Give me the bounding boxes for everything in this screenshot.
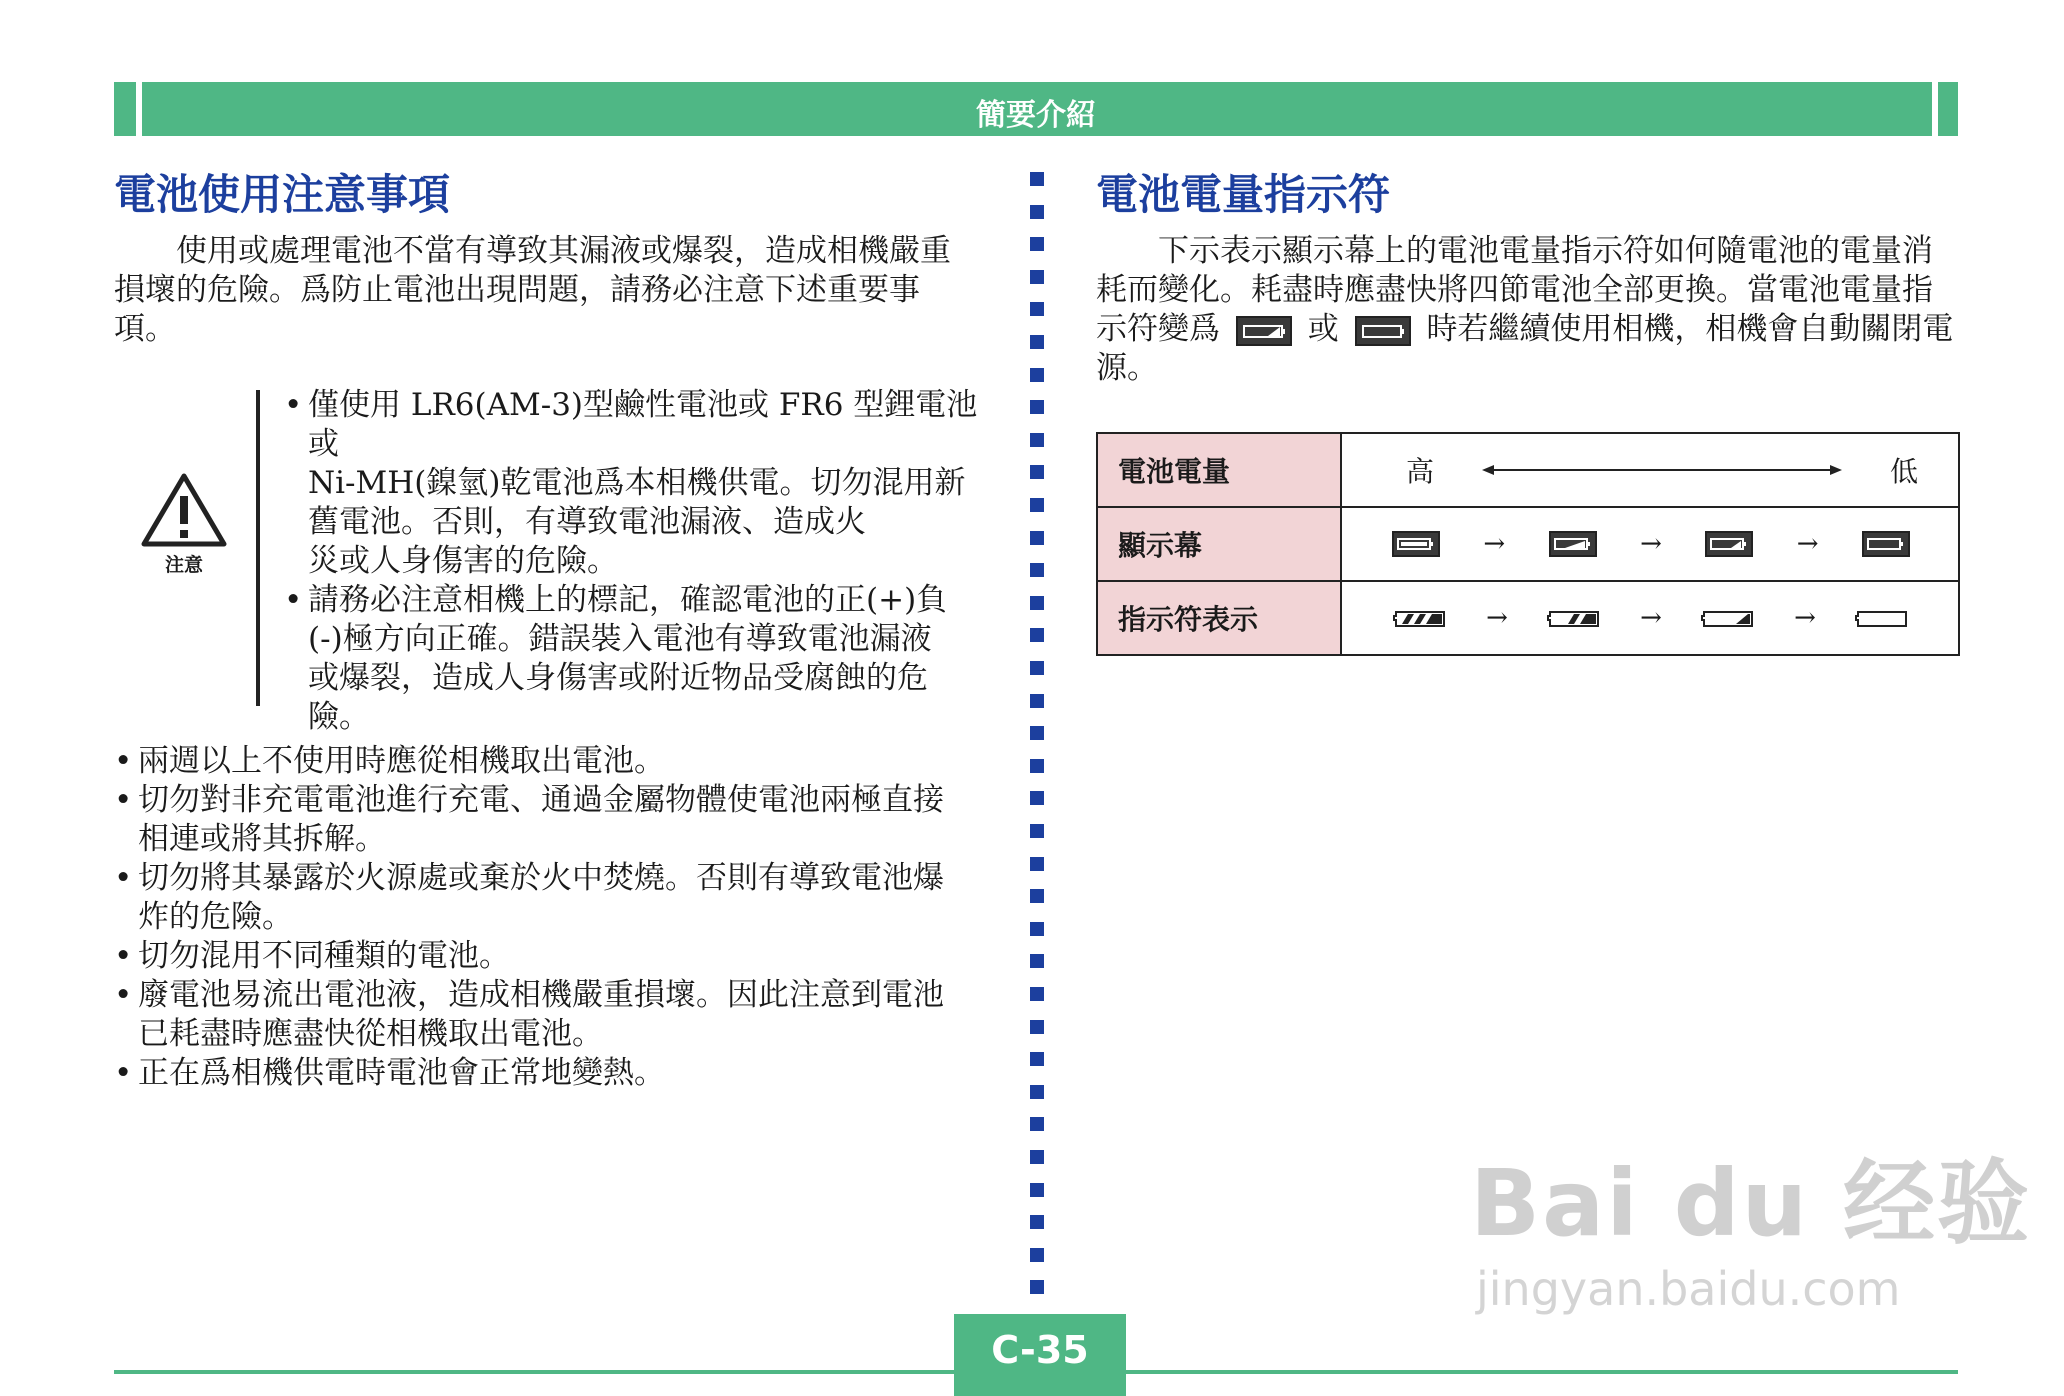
battery-empty-lcd-icon [1355, 316, 1411, 346]
divider-square [1030, 1183, 1044, 1197]
divider-square [1030, 661, 1044, 675]
intro-line: 源。 [1096, 350, 1158, 386]
divider-square [1030, 628, 1044, 642]
caution-item [284, 386, 1004, 581]
divider-square [1030, 465, 1044, 479]
note-item [114, 859, 1004, 937]
divider-square [1030, 237, 1044, 251]
intro-line: 下示表示顯示幕上的電池電量指示符如何隨電池的電量消 [1096, 233, 1933, 269]
right-heading: 電池電量指示符 [1096, 170, 1391, 219]
caution-line: 災或人身傷害的危險。 [308, 543, 618, 579]
battery-empty-lcd-icon [1862, 531, 1910, 557]
table-row [1097, 433, 1959, 507]
bullet: • [114, 743, 133, 779]
note-list [114, 742, 1004, 1093]
divider-square [1030, 400, 1044, 414]
divider-square [1030, 1117, 1044, 1131]
divider-square [1030, 368, 1044, 382]
battery-low-lcd-icon [1705, 531, 1753, 557]
table-row [1097, 581, 1959, 655]
caution-label: 注意 [164, 554, 203, 576]
divider-square [1030, 1215, 1044, 1229]
bullet: • [284, 582, 303, 618]
note-line: 兩週以上不使用時應從相機取出電池。 [138, 743, 665, 779]
divider-square [1030, 726, 1044, 740]
battery-low-lcd-icon [1236, 316, 1292, 346]
divider-square [1030, 1085, 1044, 1099]
divider-square [1030, 987, 1044, 1001]
divider-square [1030, 694, 1044, 708]
note-item [114, 742, 1004, 781]
caution-rule [256, 390, 260, 706]
caution-line: (-)極方向正確。錯誤裝入電池有導致電池漏液 [308, 621, 932, 657]
intro-line: 項。 [114, 311, 176, 347]
caution-line: 僅使用 LR6(AM-3)型鹼性電池或 FR6 型鋰電池或 [308, 387, 978, 462]
arrow-icon: → [1640, 529, 1662, 559]
divider-square [1030, 954, 1044, 968]
note-line: 廢電池易流出電池液，造成相機嚴重損壞。因此注意到電池 [138, 977, 944, 1013]
bullet: • [114, 1055, 133, 1091]
divider-square [1030, 889, 1044, 903]
page-number: C-35 [954, 1314, 1126, 1396]
level-cell [1341, 433, 1959, 507]
bullet: • [114, 860, 133, 896]
note-line: 切勿對非充電電池進行充電、通過金屬物體使電池兩極直接 [138, 782, 944, 818]
row-label-indicator: 指示符表示 [1097, 581, 1341, 655]
bullet: • [114, 938, 133, 974]
indicator-cell [1341, 581, 1959, 655]
intro-line: 耗而變化。耗盡時應盡快將四節電池全部更換。當電池電量指 [1096, 272, 1933, 308]
intro-text: 或 [1307, 311, 1339, 347]
intro-line: 使用或處理電池不當有導致其漏液或爆裂，造成相機嚴重 [114, 233, 951, 269]
watermark-brand: Bai du 经验 [1470, 1150, 2032, 1257]
arrow-icon: → [1486, 603, 1508, 633]
divider-square [1030, 759, 1044, 773]
header-bar [114, 82, 1958, 136]
note-line: 已耗盡時應盡快從相機取出電池。 [138, 1016, 603, 1052]
note-line: 切勿將其暴露於火源處或棄於火中焚燒。否則有導致電池爆 [138, 860, 944, 896]
battery-medium-lcd-icon [1549, 531, 1597, 557]
caution-line: 請務必注意相機上的標記，確認電池的正(+)負 [308, 582, 948, 618]
divider-square [1030, 1020, 1044, 1034]
table-row [1097, 507, 1959, 581]
indicator-full-icon [1392, 606, 1448, 630]
arrow-icon: → [1794, 603, 1816, 633]
note-line: 相連或將其拆解。 [138, 821, 386, 857]
divider-square [1030, 1150, 1044, 1164]
divider-square [1030, 335, 1044, 349]
caution-line: 或爆裂，造成人身傷害或附近物品受腐蝕的危 [308, 660, 928, 696]
double-arrow-icon [1482, 460, 1842, 480]
intro-line: 損壞的危險。爲防止電池出現問題，請務必注意下述重要事 [114, 272, 920, 308]
row-label-display: 顯示幕 [1097, 507, 1341, 581]
divider-square [1030, 563, 1044, 577]
divider-square [1030, 1248, 1044, 1262]
caution-item [284, 581, 1004, 737]
note-item [114, 1054, 1004, 1093]
display-cell [1341, 507, 1959, 581]
divider-square [1030, 531, 1044, 545]
divider-square [1030, 922, 1044, 936]
caution-list [284, 386, 1004, 737]
divider-square [1030, 1052, 1044, 1066]
indicator-empty-icon [1854, 606, 1910, 630]
left-intro [114, 232, 994, 349]
caution-line: Ni-MH(鎳氫)乾電池爲本相機供電。切勿混用新 [308, 465, 966, 501]
level-high: 高 [1406, 455, 1435, 488]
bullet: • [114, 977, 133, 1013]
divider-square [1030, 791, 1044, 805]
caution-line: 險。 [308, 699, 370, 735]
warning-triangle-icon [140, 470, 228, 550]
note-item [114, 976, 1004, 1054]
right-intro [1096, 232, 1966, 388]
battery-full-lcd-icon [1392, 531, 1440, 557]
caution-line: 舊電池。否則，有導致電池漏液、造成火 [308, 504, 866, 540]
divider-square [1030, 596, 1044, 610]
row-label-level: 電池電量 [1097, 433, 1341, 507]
note-item [114, 937, 1004, 976]
bullet: • [284, 387, 303, 423]
divider-square [1030, 857, 1044, 871]
left-heading: 電池使用注意事項 [114, 170, 451, 219]
arrow-icon: → [1796, 529, 1819, 559]
divider-square [1030, 302, 1044, 316]
watermark-url: jingyan.baidu.com [1476, 1262, 1901, 1316]
note-item [114, 781, 1004, 859]
arrow-icon: → [1483, 529, 1506, 559]
note-line: 正在爲相機供電時電池會正常地變熱。 [138, 1055, 665, 1091]
divider-square [1030, 1280, 1044, 1294]
level-low: 低 [1889, 455, 1918, 488]
divider-square [1030, 270, 1044, 284]
indicator-low-icon [1700, 606, 1756, 630]
battery-indicator-table [1096, 432, 1960, 656]
note-line: 炸的危險。 [138, 899, 293, 935]
divider-square [1030, 498, 1044, 512]
divider-square [1030, 172, 1044, 186]
divider-square [1030, 205, 1044, 219]
bullet: • [114, 782, 133, 818]
intro-text: 示符變爲 [1096, 311, 1220, 347]
note-line: 切勿混用不同種類的電池。 [138, 938, 510, 974]
intro-text: 時若繼續使用相機，相機會自動關閉電 [1426, 311, 1954, 347]
divider-square [1030, 824, 1044, 838]
arrow-icon: → [1640, 603, 1662, 633]
divider-square [1030, 433, 1044, 447]
intro-line [1096, 310, 1966, 349]
indicator-medium-icon [1546, 606, 1602, 630]
section-title: 簡要介紹 [976, 98, 1096, 133]
